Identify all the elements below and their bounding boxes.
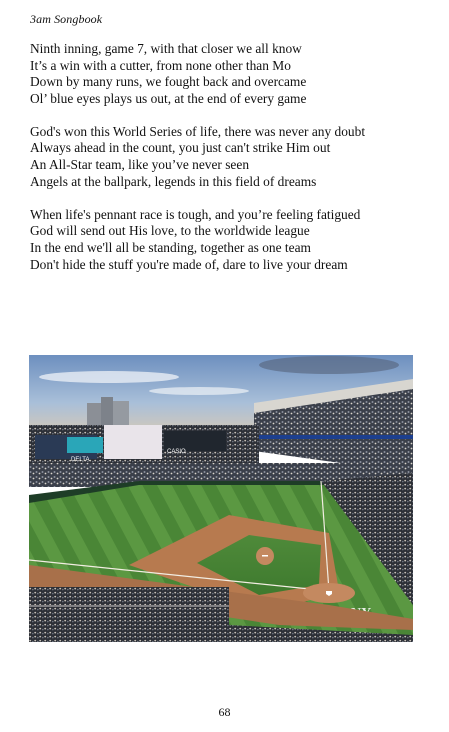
poem-line: In the end we'll all be standing, together as one team bbox=[30, 239, 311, 255]
poem-line: Down by many runs, we fought back and overcame bbox=[30, 74, 307, 90]
scoreboard-side bbox=[164, 431, 226, 451]
poem-line: Don't hide the stuff you're made of, dare to live your dream bbox=[30, 256, 348, 272]
cloud bbox=[259, 356, 399, 374]
ribbon-board bbox=[259, 435, 413, 439]
page-number: 68 bbox=[218, 705, 231, 719]
foreground-crowd bbox=[29, 587, 229, 642]
poem-line: When life's pennant race is tough, and you’re feeling fatigued bbox=[30, 206, 361, 222]
poem-line: It’s a win with a cutter, from none other than Mo bbox=[30, 57, 291, 73]
foreground-rail bbox=[29, 605, 229, 607]
book-title: 3am Songbook bbox=[30, 12, 103, 26]
pitchers-rubber bbox=[262, 555, 268, 557]
cloud bbox=[149, 387, 249, 395]
sponsor-text-casio: CASIO bbox=[167, 449, 186, 455]
scoreboard-main bbox=[104, 425, 162, 459]
cloud bbox=[39, 371, 179, 383]
poem-line: Ol’ blue eyes plays us out, at the end of every game bbox=[30, 90, 307, 106]
stadium-photo bbox=[29, 355, 413, 642]
sponsor-text-delta: DELTA bbox=[71, 457, 90, 463]
stanza-2 bbox=[30, 124, 430, 190]
poem-line: An All-Star team, like you’ve never seen bbox=[30, 157, 250, 173]
poem-line: God will send out His love, to the worldwide league bbox=[30, 223, 310, 239]
poem bbox=[30, 41, 430, 290]
stanza-3 bbox=[30, 207, 430, 273]
poem-line: God's won this World Series of life, there was never any doubt bbox=[30, 123, 366, 139]
poem-line: Ninth inning, game 7, with that closer we all know bbox=[30, 41, 302, 56]
poem-line: Angels at the ballpark, legends in this field of dreams bbox=[30, 173, 317, 189]
poem-line: Always ahead in the count, you just can't strike Him out bbox=[30, 140, 331, 156]
stanza-1 bbox=[30, 41, 430, 107]
sponsor-panel bbox=[67, 437, 103, 453]
